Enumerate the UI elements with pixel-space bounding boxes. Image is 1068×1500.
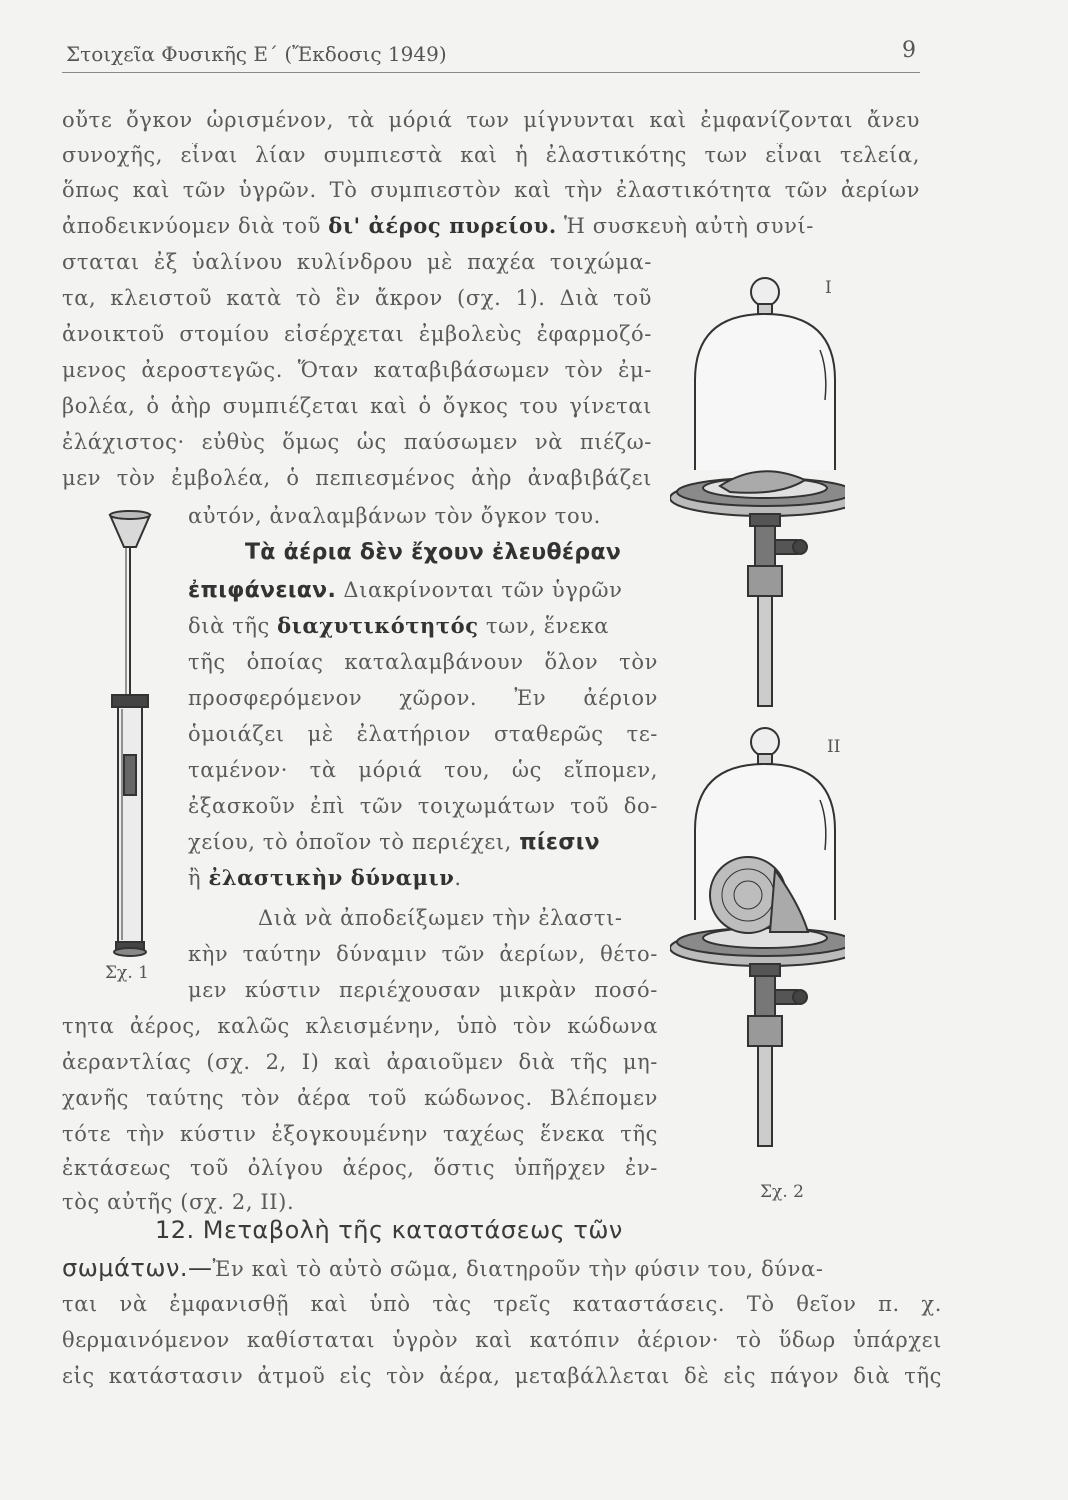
body-line: αὐτόν, ἀναλαμβάνων τὸν ὄγκον του. [188,504,601,528]
bell-jar-inflated-drawing [670,720,845,1150]
body-line: σταται ἐξ ὑαλίνου κυλίνδρου μὲ παχέα τοιχώμα- [62,250,652,274]
body-line: Διὰ νὰ ἀποδείξωμεν τὴν ἐλαστι- [258,906,623,930]
text-run: . [454,866,462,890]
body-line: ἀεραντλίας (σχ. 2, Ι) καὶ ἀραιοῦμεν διὰ τῆς μη- [62,1050,658,1074]
body-line: κὴν ταύτην δύναμιν τῶν ἀερίων, θέτο- [188,942,658,966]
body-line: ἐκτάσεως τοῦ ὀλίγου ἀέρος, ὅστις ὑπῆρχεν ἐν- [62,1156,658,1180]
body-line: μενος ἀεροστεγῶς. Ὅταν καταβιβάσωμεν τὸν ἐμ- [62,358,652,382]
fig2-label-i: I [825,278,832,298]
text-run: των, ἕνεκα [478,614,610,638]
term-elastic-force: ἐλαστικὴν δύναμιν [208,865,455,890]
heading-no-free-surface: Τὰ ἀέρια δὲν ἔχουν ἐλευθέραν [245,540,622,565]
fig1-caption: Σχ. 1 [105,963,149,983]
fig2-bell-jar-i [670,270,845,710]
body-line: τητα ἀέρος, καλῶς κλεισμένην, ὑπὸ τὸν κώδωνα [62,1014,658,1038]
text-run: Ἡ συσκευὴ αὐτὴ συνί- [556,214,815,238]
section-12-title: 12. Μεταβολὴ τῆς καταστάσεως τῶν [155,1216,623,1244]
heading-no-free-surface-cont: ἐπιφάνειαν. [188,578,337,603]
body-line [62,1256,942,1281]
body-line: ἐξασκοῦν ἐπὶ τῶν τοιχωμάτων τοῦ δο- [188,794,658,818]
section-12-title-cont: σωμάτων.— [62,1254,213,1282]
body-line [188,614,658,638]
text-run: ἀποδεικνύομεν διὰ τοῦ [62,214,329,238]
term-pressure: πίεσιν [519,830,600,855]
body-line: συνοχῆς, εἶναι λίαν συμπιεστὰ καὶ ἡ ἐλαστικότης των εἶναι τελεία, [62,143,920,167]
body-line: ὅπως καὶ τῶν ὑγρῶν. Τὸ συμπιεστὸν καὶ τὴν ἐλαστικότητα τῶν ἀερίων [62,178,920,202]
paragraph-heading [245,540,621,565]
body-line: εἰς κατάστασιν ἀτμοῦ εἰς τὸν ἀέρα, μεταβάλλεται δὲ εἰς πάγον διὰ τῆς [62,1364,942,1388]
body-line: τότε τὴν κύστιν ἐξογκουμένην ταχέως ἕνεκα τῆς [62,1122,658,1146]
body-line [188,866,462,890]
page-number: 9 [902,38,916,63]
text-run: διὰ τῆς [188,614,278,638]
body-line: προσφερόμενον χῶρον. Ἐν ἀέριον [188,686,658,710]
term-air-lighter: δι' ἀέρος πυρείου. [328,213,557,238]
body-line: τὸς αὐτῆς (σχ. 2, ΙΙ). [62,1190,295,1214]
body-line: ὁμοιάζει μὲ ἐλατήριον σταθερῶς τε- [188,722,658,746]
body-line: βολέα, ὁ ἀὴρ συμπιέζεται καὶ ὁ ὄγκος του γίνεται [62,394,652,418]
term-diffusivity: διαχυτικότητός [277,613,479,638]
text-run: ἢ [188,866,209,890]
section-heading [155,1218,623,1243]
running-title: Στοιχεῖα Φυσικῆς Ε΄ (Ἔκδοσις 1949) [66,42,447,66]
body-line [188,578,658,603]
text-run: χείου, τὸ ὁποῖον τὸ περιέχει, [188,830,520,854]
body-line: μεν κύστιν περιέχουσαν μικρὰν ποσό- [188,978,658,1002]
body-line [188,830,658,855]
text-run: Διακρίνονται τῶν ὑγρῶν [336,578,623,602]
bell-jar-deflated-drawing [670,270,845,710]
fig1-air-lighter [90,505,180,975]
fig2-bell-jar-ii [670,720,845,1150]
text-run: Ἐν καὶ τὸ αὐτὸ σῶμα, διατηροῦν τὴν φύσιν του, δύνα- [212,1257,824,1281]
body-line: ταμένον· τὰ μόριά του, ὡς εἴπομεν, [188,758,658,782]
body-line: ται νὰ ἐμφανισθῇ καὶ ὑπὸ τὰς τρεῖς καταστάσεις. Τὸ θεῖον π. χ. [62,1292,942,1316]
body-line: οὔτε ὄγκον ὡρισμένον, τὰ μόριά των μίγνυνται καὶ ἐμφανίζονται ἄνευ [62,108,920,132]
body-line: τῆς ὁποίας καταλαμβάνουν ὅλον τὸν [188,650,658,674]
body-line: ἐλάχιστος· εὐθὺς ὅμως ὡς παύσωμεν νὰ πιέζω- [62,430,652,454]
body-line: ἀνοικτοῦ στομίου εἰσέρχεται ἐμβολεὺς ἐφαρμοζό- [62,322,652,346]
page-header [62,38,920,73]
body-line [62,214,920,238]
body-line: μεν τὸν ἐμβολέα, ὁ πεπιεσμένος ἀὴρ ἀναβιβάζει [62,466,652,490]
fig2-label-ii: II [827,737,841,757]
fig2-caption: Σχ. 2 [760,1182,804,1202]
air-lighter-drawing [90,505,180,975]
body-line: θερμαινόμενον καθίσταται ὑγρὸν καὶ κατόπιν ἀέριον· τὸ ὕδωρ ὑπάρχει [62,1328,942,1352]
body-line: τα, κλειστοῦ κατὰ τὸ ἓν ἄκρον (σχ. 1). Διὰ τοῦ [62,286,652,310]
body-line: χανῆς ταύτης τὸν ἀέρα τοῦ κώδωνος. Βλέπομεν [62,1086,658,1110]
